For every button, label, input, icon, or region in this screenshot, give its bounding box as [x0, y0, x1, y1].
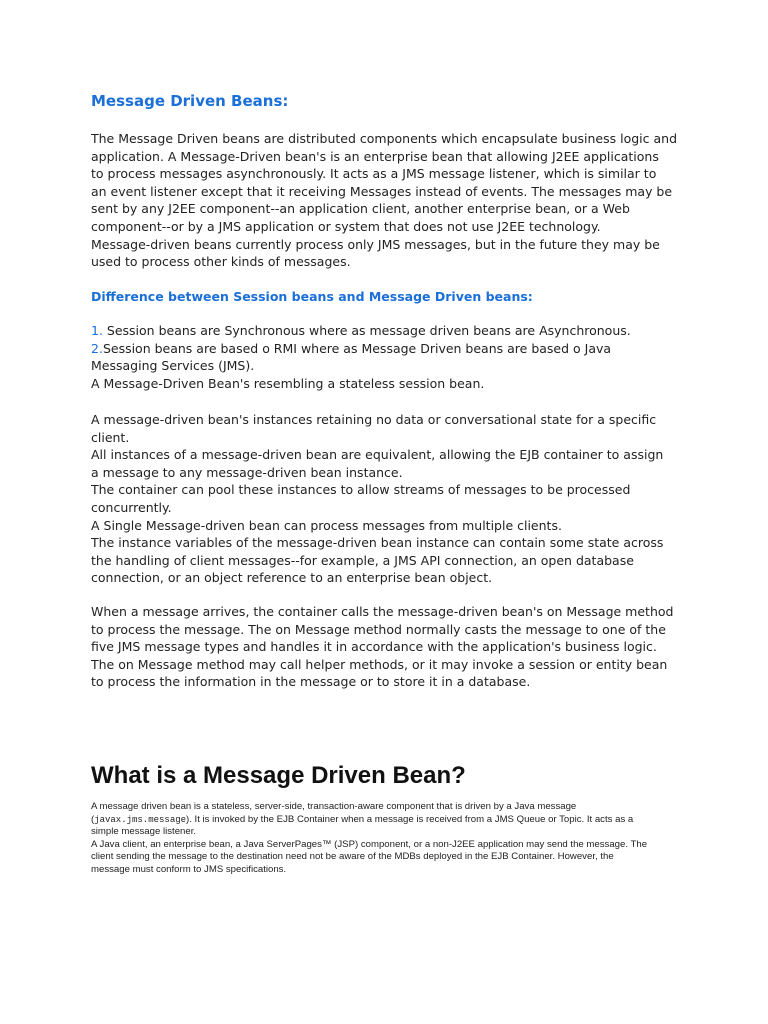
text-line: component--or by a JMS application or system that does not use J2EE technology.	[91, 218, 601, 234]
list-item	[91, 322, 691, 340]
text-line: used to process other kinds of messages.	[91, 254, 351, 270]
text-line: The container can pool these instances to allow streams of messages to be processed	[91, 482, 631, 498]
text-line: concurrently.	[91, 499, 172, 515]
text-line: A Java client, an enterprise bean, a Java ServerPages™ (JSP) component, or a non-J2EE application may send the message. The	[91, 838, 648, 850]
text-line: All instances of a message-driven bean are equivalent, allowing the EJB container to assign	[91, 447, 664, 463]
onmessage-paragraph	[91, 603, 691, 691]
section-heading-difference: Difference between Session beans and Message Driven beans:	[91, 289, 533, 304]
text-line: A message-driven bean's instances retaining no data or conversational state for a specific	[91, 412, 657, 427]
text-line: A message driven bean is a stateless, server-side, transaction-aware component that is driven by a Java message	[91, 801, 577, 812]
text-line: The on Message method may call helper methods, or it may invoke a session or entity bean	[91, 656, 668, 672]
text-line: client.	[91, 429, 130, 445]
text-line: five JMS message types and handles it in accordance with the application's business logic.	[91, 639, 657, 655]
text-line: to process the message. The on Message method normally casts the message to one of the	[91, 621, 666, 637]
text-line: sent by any J2EE component--an application client, another enterprise bean, or a Web	[91, 201, 630, 217]
text-line	[91, 814, 691, 827]
page-title: What is a Message Driven Bean?	[91, 762, 466, 789]
text-line: the handling of client messages--for example, a JMS API connection, an open database	[91, 552, 634, 568]
code-snippet: javax.jms.message	[94, 814, 187, 825]
intro-paragraph	[91, 130, 691, 271]
list-item-text: Session beans are Synchronous where as message driven beans are Asynchronous.	[102, 323, 631, 338]
text-line: A Single Message-driven bean can process messages from multiple clients.	[91, 517, 562, 533]
text-line: to process the information in the message or to store it in a database.	[91, 674, 531, 690]
list-item-text: Session beans are based o RMI where as Message Driven beans are based o Java	[102, 340, 612, 356]
list-number: 2.	[91, 340, 103, 356]
text-line: The instance variables of the message-driven bean instance can contain some state across	[91, 535, 664, 551]
difference-list	[91, 322, 691, 392]
text-line: simple message listener.	[91, 826, 197, 838]
text-line: The Message Driven beans are distributed components which encapsulate business logic and	[91, 131, 678, 146]
properties-paragraph	[91, 411, 691, 587]
definition-paragraph	[91, 801, 691, 877]
section-heading-message-driven-beans: Message Driven Beans:	[91, 92, 289, 110]
list-item	[91, 340, 691, 358]
text-line: When a message arrives, the container calls the message-driven bean's on Message method	[91, 604, 674, 619]
text-line: Messaging Services (JMS).	[91, 358, 255, 374]
text-fragment: ). It is invoked by the EJB Container when a message is received from a JMS Queue or Topic. It acts as a	[186, 813, 634, 825]
text-line: connection, or an object reference to an enterprise bean object.	[91, 570, 493, 586]
text-line: an event listener except that it receiving Messages instead of events. The messages may be	[91, 183, 673, 199]
text-line: a message to any message-driven bean instance.	[91, 464, 403, 480]
text-line: client sending the message to the destination need not be aware of the MDBs deployed in the EJB Container. However, the	[91, 851, 614, 863]
text-line: A Message-Driven Bean's resembling a stateless session bean.	[91, 375, 485, 391]
text-line: message must conform to JMS specifications.	[91, 863, 287, 875]
text-line: Message-driven beans currently process only JMS messages, but in the future they may be	[91, 236, 660, 252]
text-fragment: (	[91, 813, 95, 825]
text-line: to process messages asynchronously. It acts as a JMS message listener, which is similar to	[91, 166, 657, 182]
text-line: application. A Message-Driven bean's is an enterprise bean that allowing J2EE applications	[91, 148, 659, 164]
list-number: 1.	[91, 323, 103, 338]
